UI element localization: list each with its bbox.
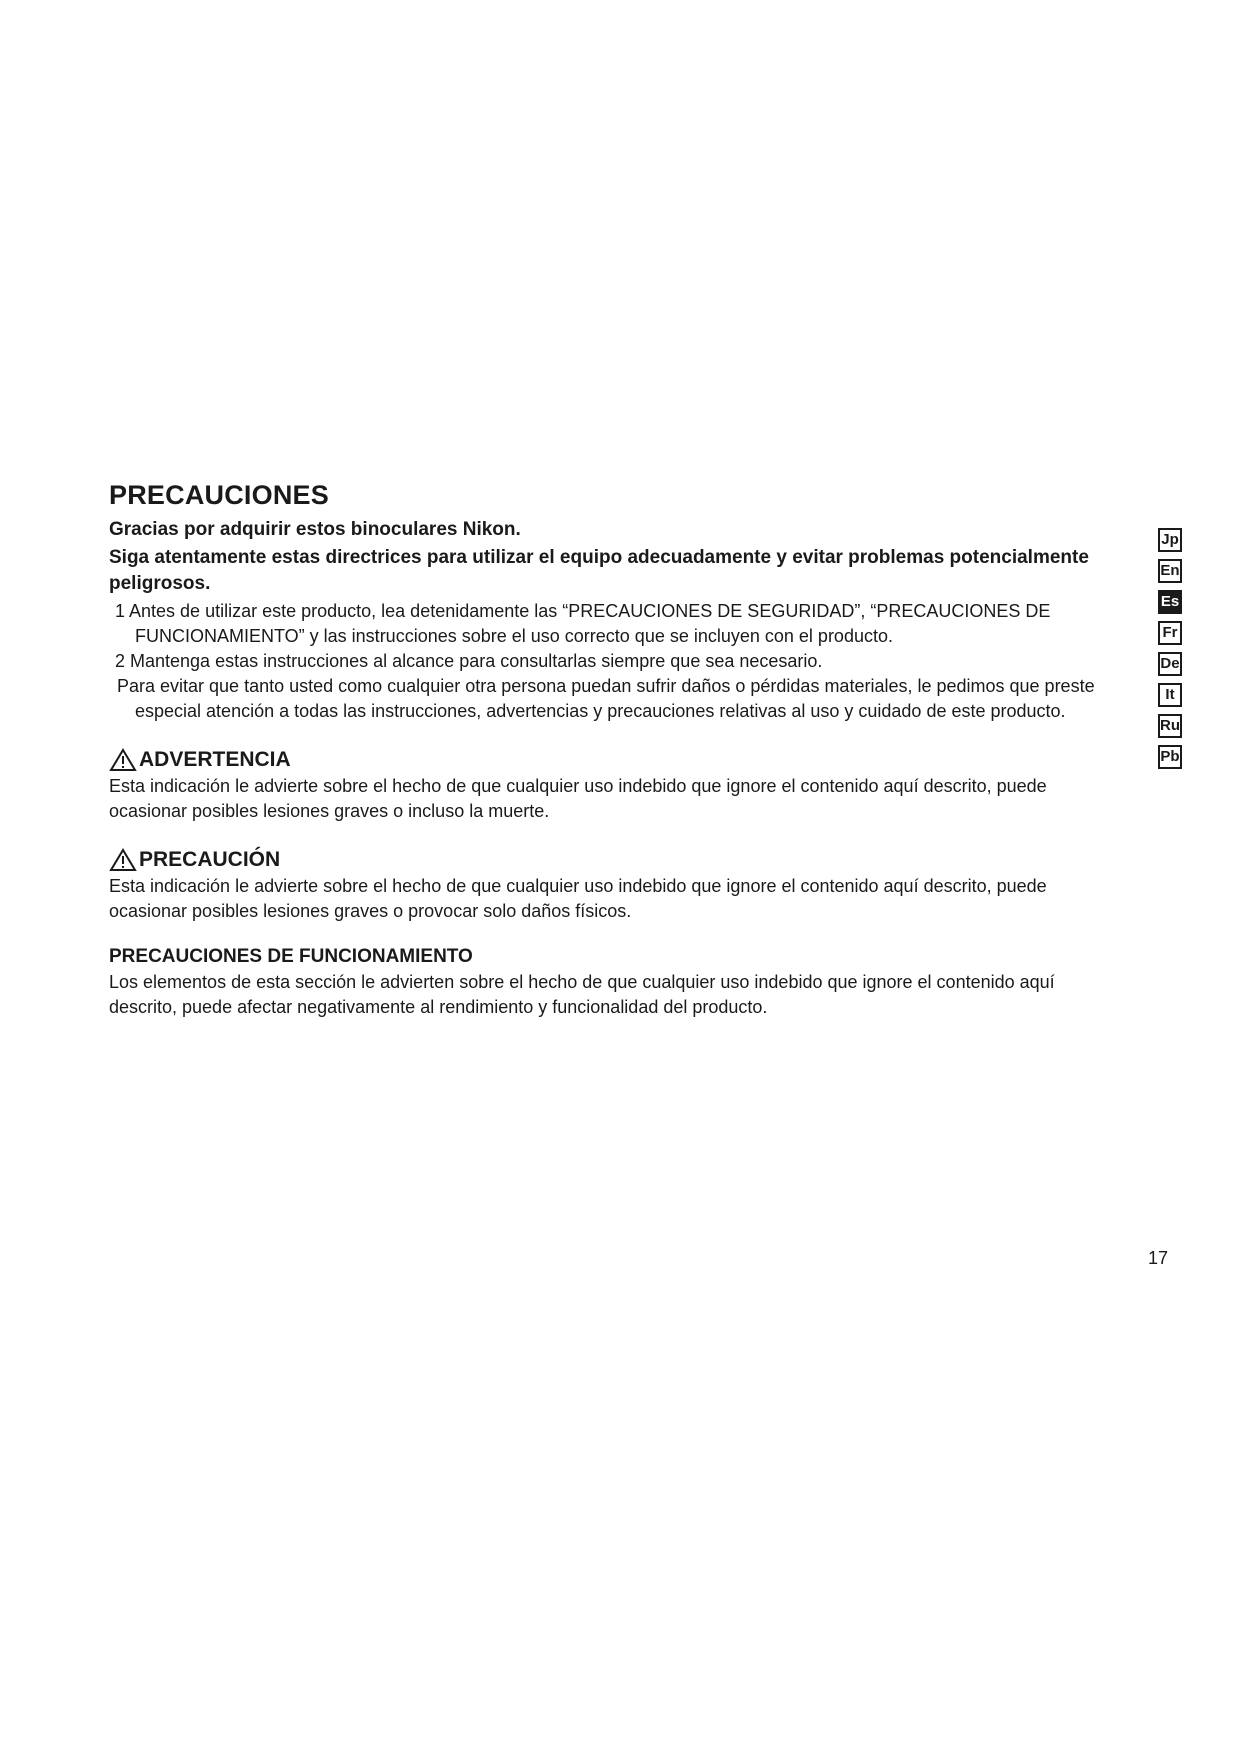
- language-tab-de[interactable]: De: [1158, 652, 1182, 676]
- language-tabs: [1158, 528, 1184, 776]
- list-item: 2 Mantenga estas instrucciones al alcance para consultarlas siempre que sea necesario.: [115, 651, 823, 671]
- language-tab-ru[interactable]: Ru: [1158, 714, 1182, 738]
- language-tab-es[interactable]: Es: [1158, 590, 1182, 614]
- intro-guidelines: Siga atentamente estas directrices para utilizar el equipo adecuadamente y evitar problemas potencialmente peligrosos.: [109, 547, 1089, 594]
- page-title: PRECAUCIONES: [109, 480, 329, 510]
- language-tab-en[interactable]: En: [1158, 559, 1182, 583]
- warning-triangle-icon: [109, 748, 137, 772]
- warning-heading-text: ADVERTENCIA: [139, 748, 291, 771]
- operation-text: Los elementos de esta sección le advierten sobre el hecho de que cualquier uso indebido que ignore el contenido aquí descrito, puede afectar negativamente al rendimiento y funcionalidad del producto.: [109, 972, 1055, 1017]
- caution-text: Esta indicación le advierte sobre el hecho de que cualquier uso indebido que ignore el contenido aquí descrito, puede ocasionar posibles lesiones graves o provocar solo daños físicos.: [109, 876, 1047, 921]
- language-tab-pb[interactable]: Pb: [1158, 745, 1182, 769]
- protection-note: Para evitar que tanto usted como cualquier otra persona puedan sufrir daños o pérdidas materiales, le pedimos que preste especial atención a todas las instrucciones, advertencias y precauciones relativas al uso y cuidado de este producto.: [117, 676, 1095, 721]
- warning-triangle-icon: [109, 848, 137, 872]
- caution-heading-text: PRECAUCIÓN: [139, 848, 281, 871]
- document-body: [109, 480, 1119, 1020]
- language-tab-jp[interactable]: Jp: [1158, 528, 1182, 552]
- page-number: 17: [1148, 1248, 1169, 1268]
- intro-thanks: Gracias por adquirir estos binoculares Nikon.: [109, 519, 521, 540]
- language-tab-fr[interactable]: Fr: [1158, 621, 1182, 645]
- warning-heading: [109, 748, 1119, 772]
- list-item: 1 Antes de utilizar este producto, lea detenidamente las “PRECAUCIONES DE SEGURIDAD”, “PRECAUCIONES DE FUNCIONAMIENTO” y las instrucciones sobre el uso correcto que se incluyen con el producto.: [115, 601, 1051, 646]
- operation-heading: PRECAUCIONES DE FUNCIONAMIENTO: [109, 946, 473, 967]
- warning-text: Esta indicación le advierte sobre el hecho de que cualquier uso indebido que ignore el contenido aquí descrito, puede ocasionar posibles lesiones graves o incluso la muerte.: [109, 776, 1047, 821]
- caution-heading: [109, 848, 1119, 872]
- language-tab-it[interactable]: It: [1158, 683, 1182, 707]
